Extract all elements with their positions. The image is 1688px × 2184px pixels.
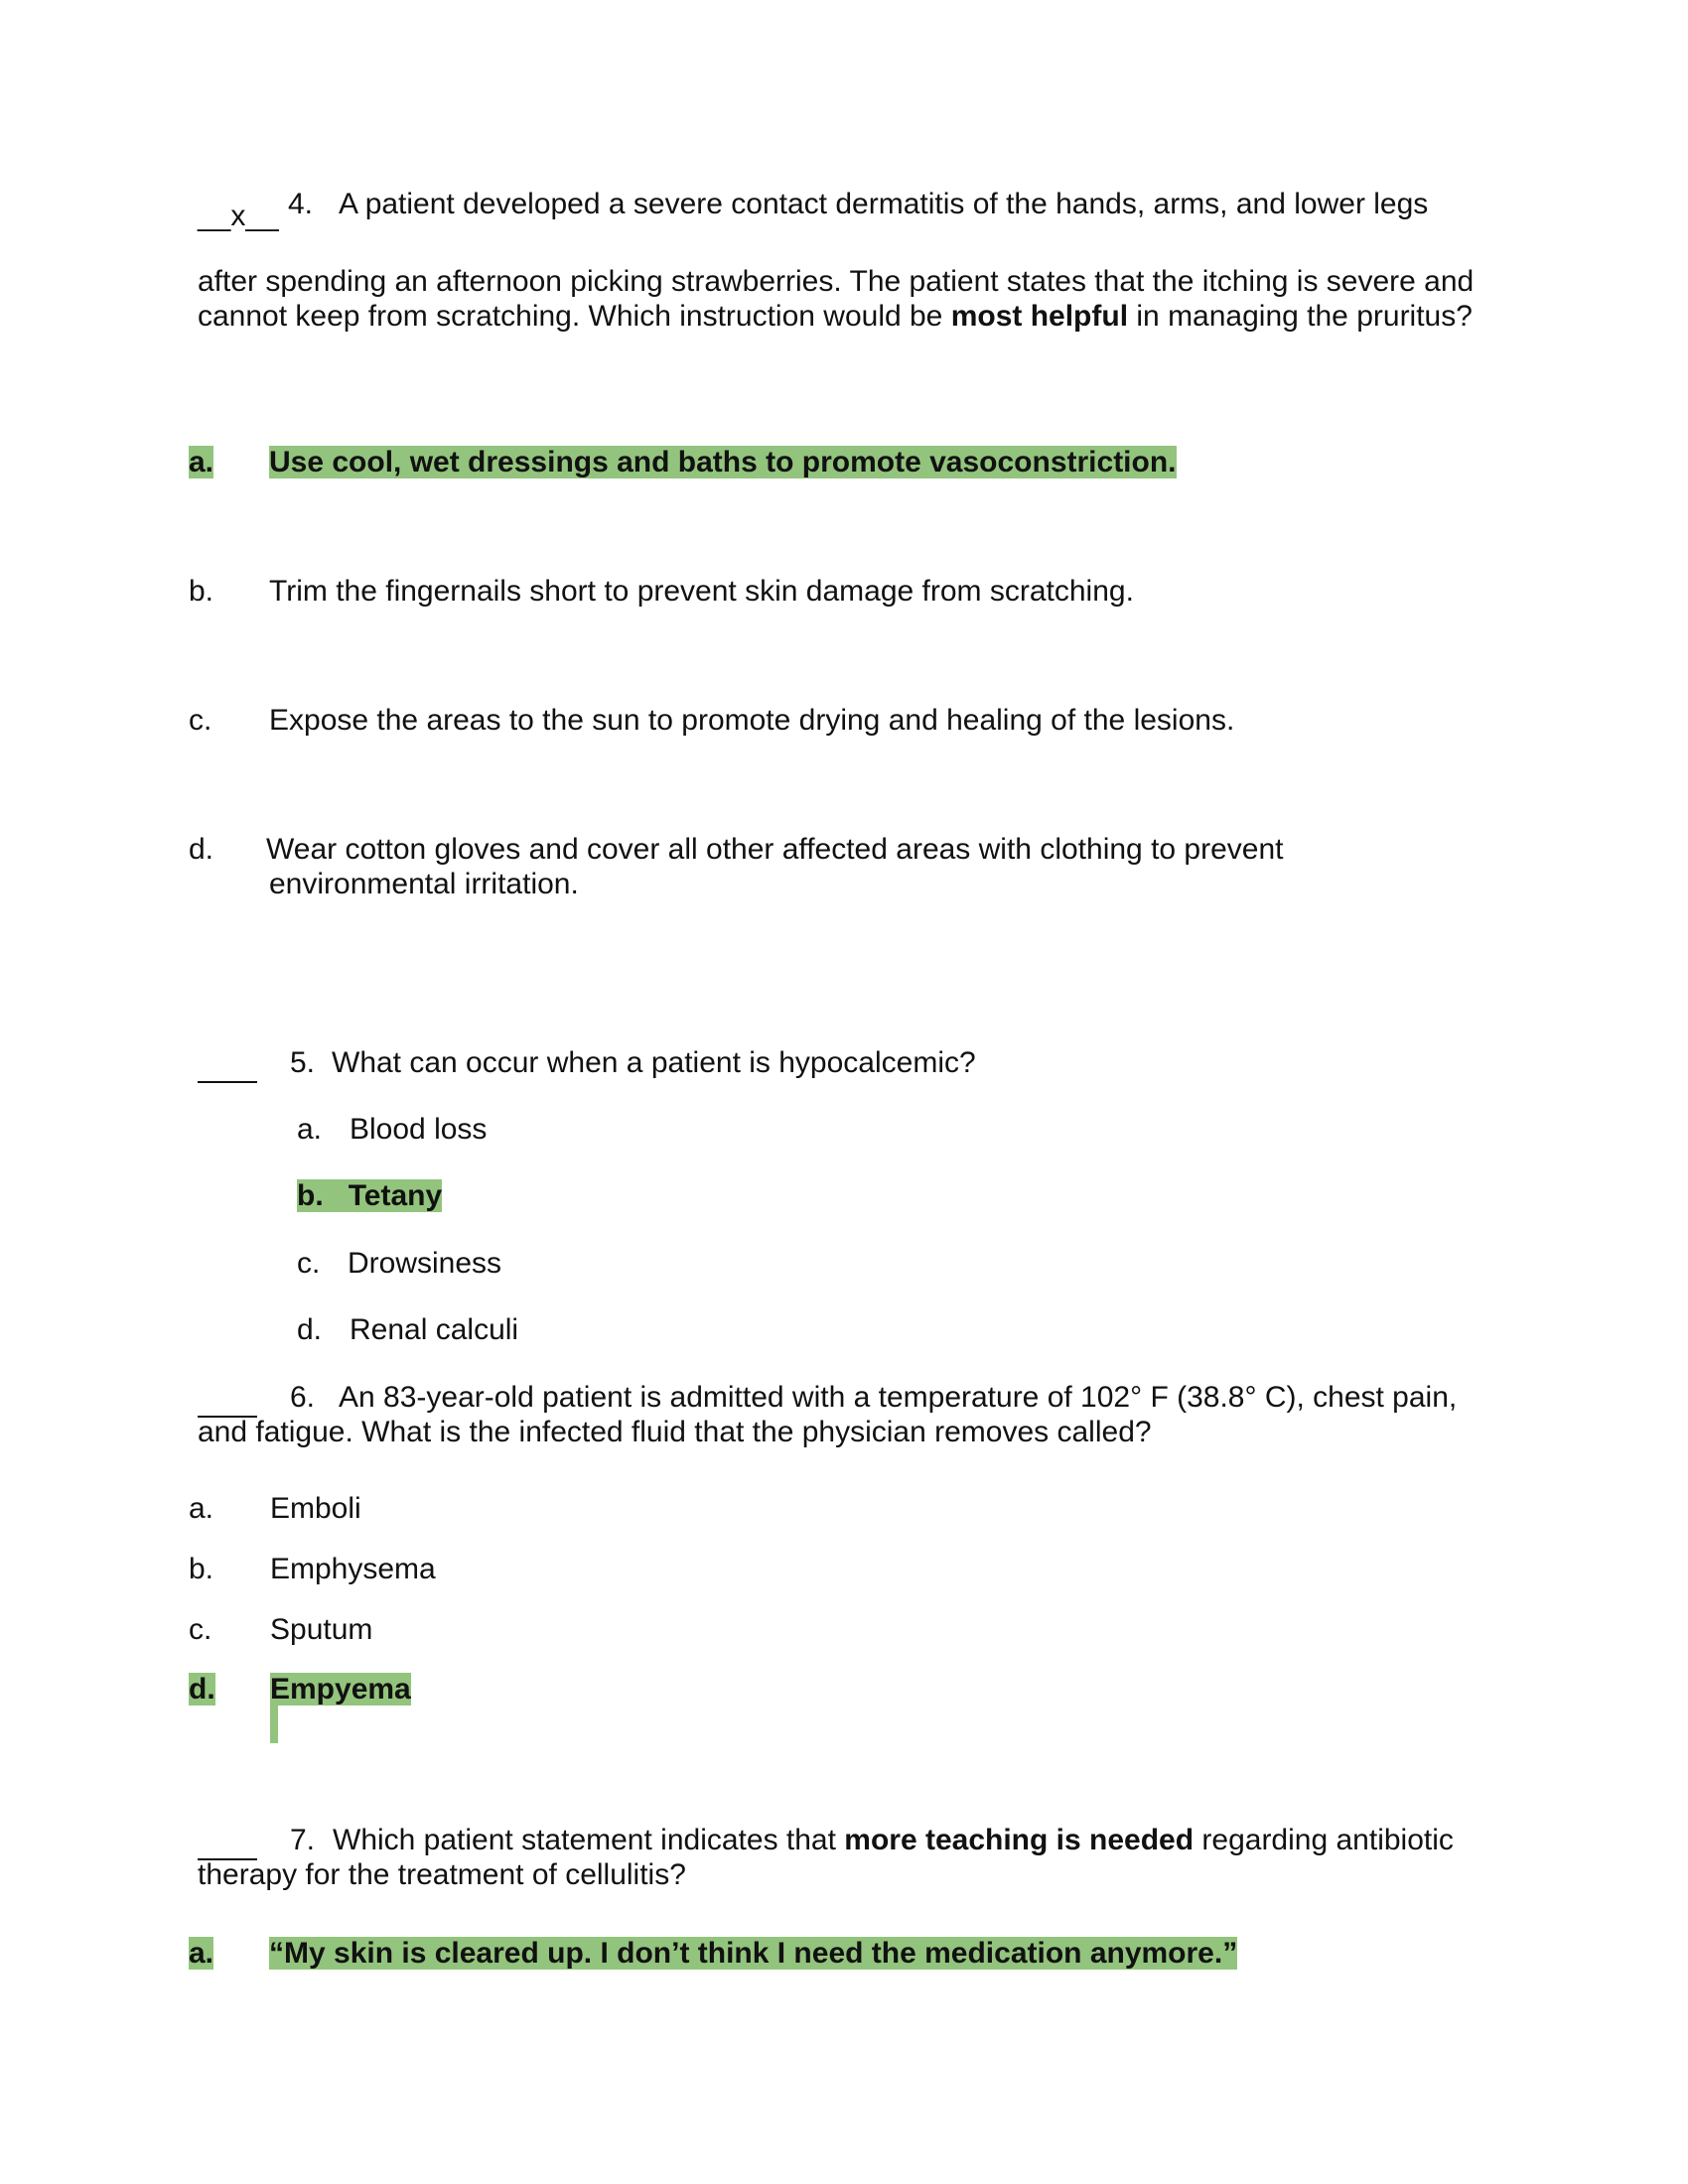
option-text-correct[interactable]: Use cool, wet dressings and baths to promote vasoconstriction. xyxy=(269,446,1177,478)
answer-blank[interactable] xyxy=(198,1045,257,1083)
option-letter[interactable]: a. xyxy=(189,1937,214,1970)
option-letter[interactable]: d. xyxy=(189,833,214,866)
option-letter[interactable]: b. xyxy=(189,575,214,608)
option-letter[interactable]: d. xyxy=(189,1673,215,1706)
option-text[interactable]: Emboli xyxy=(270,1492,361,1525)
option-text[interactable]: Expose the areas to the sun to promote drying and healing of the lesions. xyxy=(269,704,1235,737)
option-text[interactable]: Renal calculi xyxy=(350,1313,519,1346)
option-text-correct[interactable]: Empyema xyxy=(270,1673,411,1706)
option-letter[interactable]: a. xyxy=(297,1113,323,1146)
question-stem: Which patient statement indicates that more teaching is needed regarding antibiotic therapy for the treatment of cellulitis? xyxy=(198,1824,1454,1891)
question-stem: What can occur when a patient is hypocalcemic? xyxy=(332,1046,976,1079)
option-text-correct[interactable]: “My skin is cleared up. I don’t think I need the medication anymore.” xyxy=(269,1937,1238,1970)
option-text[interactable]: Blood loss xyxy=(350,1113,488,1146)
option-letter[interactable]: c. xyxy=(189,1613,212,1646)
question-number: 7. xyxy=(290,1824,316,1856)
option-letter[interactable]: a. xyxy=(189,446,214,478)
option-letter[interactable]: c. xyxy=(189,704,212,737)
option-letter[interactable]: d. xyxy=(297,1313,323,1346)
question-stem: An 83-year-old patient is admitted with a temperature of 102° F (38.8° C), chest pain, and fatigue. What is the infected fluid that the physician removes called? xyxy=(198,1381,1458,1448)
option-text[interactable]: Wear cotton gloves and cover all other affected areas with clothing to prevent environmental irritation. xyxy=(266,833,1284,900)
question-number: 6. xyxy=(290,1381,316,1414)
question-number: 5. xyxy=(290,1046,316,1079)
option-text-correct[interactable]: b. Tetany xyxy=(297,1179,443,1212)
option-text[interactable]: Trim the fingernails short to prevent skin damage from scratching. xyxy=(269,575,1134,608)
question-stem: after spending an afternoon picking strawberries. The patient states that the itching is severe and cannot keep from scratching. Which instruction would be most helpful in managing the pruritus? xyxy=(198,265,1475,333)
option-text[interactable]: Sputum xyxy=(270,1613,373,1646)
question-number: 4. xyxy=(288,188,314,220)
option-letter[interactable]: b. xyxy=(189,1553,214,1585)
answer-mark: __x__ xyxy=(198,200,279,232)
option-letter[interactable]: a. xyxy=(189,1492,214,1525)
option-text[interactable]: Drowsiness xyxy=(348,1247,502,1280)
option-text[interactable]: Emphysema xyxy=(270,1553,436,1585)
highlight-cursor xyxy=(270,1706,278,1743)
question-stem-line1: A patient developed a severe contact dermatitis of the hands, arms, and lower legs xyxy=(339,188,1429,220)
option-letter[interactable]: c. xyxy=(297,1247,321,1280)
